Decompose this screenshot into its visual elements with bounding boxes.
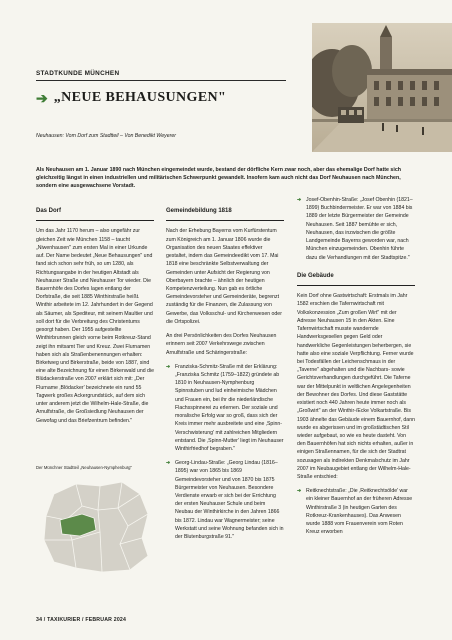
page-footer: 34 / TAXIKURIER / FEBRUAR 2024 [36, 617, 127, 623]
lead-paragraph: Als Neuhausen am 1. Januar 1890 nach München eingemeindet wurde, bestand der dörfliche Kern zwar noch, aber das ehemalige Dorf hatte sich gleichzeitig längst in einen industriellen und militärischen Schwerpunkt gewandelt. Insofern kam auch nicht das Dorf Neuhausen nach München, sondern eine ausgewachsene Vorstadt. [36, 167, 401, 189]
bullet-text: Franziska-Schmitz-Straße mit der Erklärung: „Franziska Schmitz (1759–1822) gründete ab 1810 in Neuhausen-Nymphenburg Spinnstuben und lud einheimische Mädchen und Frauen ein, bei ihr die niederländische Flachsspinnerei zu erlernen. Der soziale und moralische Erfolg war so groß, dass sich der Kreis immer mehr ausbreitete und eine ‚Spinn-Verschwisterung' mit zahlreichen Mitgliedern entstand. Die ‚Spinn-Mutter' liegt im Neuhauser Winthirfriedhof begraben." [175, 363, 284, 452]
arrow-right-icon: ➔ [297, 197, 302, 203]
bullet-text: Georg-Lindau-Straße: „Georg Lindau (1816–1895) war von 1865 bis 1869 Gemeindevorsteher und von 1870 bis 1875 Bürgermeister von Neuhausen. Besondere Verdienste erwarb er sich bei der Errichtung der ersten Neuhauser Schule und beim Neubau der Winthirkirche in den Jahren 1866 bis 1872. Lindau war Wagnermeister; seine Werkstatt und seine Wohnung befanden sich in der Blutenburgstraße 91." [175, 460, 284, 541]
bullet-item [166, 459, 284, 541]
paragraph: Um das Jahr 1170 herum – also ungefähr zur gleichen Zeit wie München 1158 – taucht „Niwenhausen" zum ersten Mal in einer Urkunde auf. Der Name bedeutet „Neue Behausungen" und fand sich schon sehr früh, so um 1280, als Richtungsangabe in der heutigen Altstadt als Neuhauser Straße und Neuhauser Tor wieder. Die Bauernhöfe des Dorfes lagen entlang der Dorfstraße, die seit 1885 Winthirstraße heißt. Winthir arbeitete im 12. Jahrhundert in der Gegend als Säumer, als Spediteur, mit seinem Maultier und soll dort für die Verbreitung des Christentums gesorgt haben. Der 1955 aufgestellte Winthirbrunnen gleich vorne beim Rotkreuz-Stand zeigt ihn mitsamt Tier und Kreuz. Zwei Flurnamen haben sich als Straßenbenennungen erhalten: Birketweg und Birkerstraße, beide von 1887, sind eine alte Bezeichnung für einen Birkenwald und die Blüdackerstraße von 2007 erklärt sich mit: „Der Flurname ‚Blödacker' bezeichnete ein rund 55 Tagwerk großes Ackergrundstück, auf dem sich unter anderem jetzt die Wilhelm-Hale-Straße, die Arnulfstraße, die Großsiedlung Neuhausen der Gewofag und das Briefzentrum befinden." [36, 228, 154, 424]
paragraph: Nach der Erhebung Bayerns vom Kurfürstentum zum Königreich am 1. Januar 1806 wurde die Organisation des neuen Staates effektiver gestaltet, indem das Gemeindeedikt vom 17. Mai 1818 eine beschränkte Selbstverwaltung der Gemeinden unter Aufsicht der Regierung von Oberbayern brachte – ähnlich der heutigen Kompetenzverteilung. Nun gab es örtliche Gemeindevorsteher und Gemeinderäte, begrenzt zuständig für die Finanzen, die Zulassung von Gewerbe, das Volksschul- und Kirchenwesen oder die Ortspolizei. [166, 228, 282, 325]
bullet-item [297, 196, 415, 262]
bullet-text: Josef-Obenhin-Straße: „Josef Obenhin (1821–1899) Buchbindermeister. Er war von 1884 bis 1889 der letzte Bürgermeister der Gemeinde Neuhausen. Seit 1887 bemühte er sich, Neuhausen, das inzwischen die größte Landgemeinde Bayerns geworden war, nach München einzugemeinden. Obenhin führte dazu die Verhandlungen mit der Stadtspitze." [306, 197, 413, 261]
column-2 [166, 207, 284, 547]
historic-photo [312, 23, 452, 152]
bullet-item [297, 487, 415, 536]
section-heading-dorf: Das Dorf [36, 207, 154, 221]
column-1 [36, 207, 154, 431]
subtitle: Neuhausen: Vom Dorf zum Stadtteil – Von Benedikt Weyerer [36, 133, 176, 139]
bullet-text: Reitknechtstraße: „Die ‚Reitknechtsölde' war ein kleiner Bauernhof an der früheren Adresse Winthirstraße 3 (in heutigen Garten des Rotkreuz-Krankenhauses). Das Anwesen wurde 1888 vom Frauenverein vom Roten Kreuz erworben [306, 488, 413, 536]
paragraph: Kein Dorf ohne Gastwirtschaft: Erstmals im Jahr 1582 erschien die Tafernwirtschaft mit Volkskonzession „Zum großen Wirt" mit der Adresse Neuhausen 15 in den Akten. Eine Tafernwirtschaft musste wandernde Handwerksgesellen gegen Geld oder handwerkliche Gegenleistungen beherbergen, sie hatte also eine soziale Verpflichtung. Ferner wurde bei Todesfällen der Leichenschmaus in der „Taverne" abgehalten und die Nachbars- sowie Gerichtsverhandlungen durchgeführt. Die Taferne war der Mittelpunkt in weltlichen Angelegenheiten der Bewohner des Dorfes. Und diese Gaststätte existiert noch 440 Jahren heute immer noch als „Großwirt" an der Winthir-/Ecke Volkartstraße. Bis 1903 ähnelte das Gebäude einem Bauernhof, dann wurde es abgerissen und im großstädtischen Stil wieder aufgebaut, so wie es heute dasteht. Von den Bauernhöfen hat sich nichts erhalten, außer in einigen Straßennamen, für die sich der Stadtrat sozusagen als indirekten Denkmalschutz im Jahr 2007 im Neubaugebiet entlang der Wilhelm-Hale-Straße entschied: [297, 293, 415, 481]
bullet-item [166, 363, 284, 453]
title-row [36, 90, 226, 106]
arrow-right-icon: ➔ [36, 90, 48, 106]
district-map [36, 476, 154, 576]
kicker: STADTKUNDE MÜNCHEN [36, 70, 120, 77]
arrow-right-icon: ➔ [166, 460, 171, 467]
column-3 [297, 196, 415, 543]
map-caption: Der Münchner Stadtteil „Neuhausen-Nymphenburg" [36, 465, 132, 470]
paragraph: An drei Persönlichkeiten des Dorfes Neuhausen erinnern seit 2007 Verkehrswege zwischen Arnulfstraße und Schäringerstraße: [166, 333, 277, 356]
page-title: „NEUE BEHAUSUNGEN" [53, 90, 227, 105]
kicker-rule [36, 80, 286, 81]
arrow-right-icon: ➔ [297, 488, 302, 495]
arrow-right-icon: ➔ [166, 363, 171, 370]
section-heading-gebaeude: Die Gebäude [297, 272, 415, 286]
section-heading-gemeindebildung: Gemeindebildung 1818 [166, 207, 284, 221]
